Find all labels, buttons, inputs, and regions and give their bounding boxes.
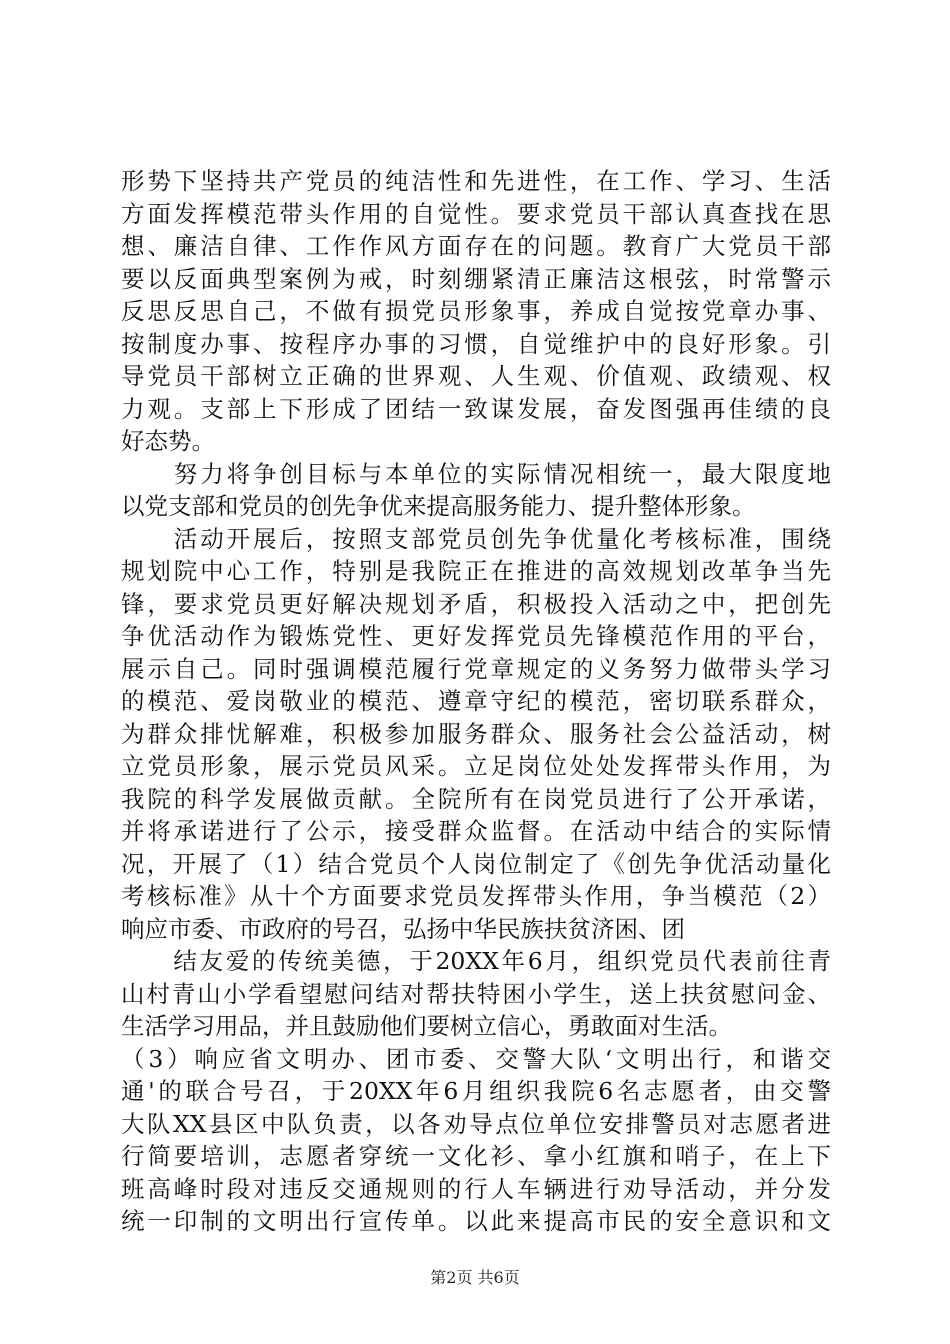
text-line: 通'的联合号召，于20XX年6月组织我院6名志愿者，由交警: [121, 1077, 831, 1105]
text-line: 响应市委、市政府的号召，弘扬中华民族扶贫济困、团: [121, 914, 685, 943]
text-line: 结友爱的传统美德，于20XX年6月，组织党员代表前往青: [121, 947, 831, 975]
text-line: 班高峰时段对违反交通规则的行人车辆进行劝导活动，并分发: [121, 1174, 831, 1203]
text-line: 方面发挥模范带头作用的自觉性。要求党员干部认真查找在思: [121, 199, 831, 228]
text-line: 要以反面典型案例为戒，时刻绷紧清正廉洁这根弦，时常警示: [121, 264, 831, 293]
text-line: 锋，要求党员更好解决规划矛盾，积极投入活动之中，把创先: [121, 589, 831, 618]
text-line: 形势下坚持共产党员的纯洁性和先进性，在工作、学习、生活: [121, 167, 831, 195]
text-line: 争优活动作为锻炼党性、更好发挥党员先锋模范作用的平台，: [121, 622, 831, 650]
text-line: 好态势。: [121, 427, 215, 455]
text-line: 努力将争创目标与本单位的实际情况相统一，最大限度地: [121, 459, 831, 488]
text-line: （3）响应省文明办、团市委、交警大队‘文明出行，和谐交: [121, 1044, 831, 1073]
text-line: 考核标准》从十个方面要求党员发挥带头作用，争当模范（2）: [121, 882, 831, 910]
text-line: 导党员干部树立正确的世界观、人生观、价值观、政绩观、权: [121, 362, 831, 390]
text-line: 规划院中心工作，特别是我院正在推进的高效规划改革争当先: [121, 557, 831, 585]
text-line: 统一印制的文明出行宣传单。以此来提高市民的安全意识和文: [121, 1207, 831, 1235]
text-line: 的模范、爱岗敬业的模范、遵章守纪的模范，密切联系群众，: [121, 687, 831, 715]
text-line: 以党支部和党员的创先争优来提高服务能力、提升整体形象。: [121, 492, 756, 520]
text-line: 展示自己。同时强调模范履行党章规定的义务努力做带头学习: [121, 654, 831, 683]
text-line: 我院的科学发展做贡献。全院所有在岗党员进行了公开承诺，: [121, 784, 831, 813]
text-line: 山村青山小学看望慰问结对帮扶特困小学生，送上扶贫慰问金、: [121, 979, 831, 1008]
text-line: 况，开展了（1）结合党员个人岗位制定了《创先争优活动量化: [121, 849, 831, 878]
text-line: 并将承诺进行了公示，接受群众监督。在活动中结合的实际情: [121, 817, 831, 845]
text-line: 按制度办事、按程序办事的习惯，自觉维护中的良好形象。引: [121, 329, 831, 358]
text-line: 活动开展后，按照支部党员创先争优量化考核标准，围绕: [121, 524, 831, 553]
text-line: 反思反思自己，不做有损党员形象事，养成自觉按党章办事、: [121, 297, 831, 325]
text-line: 行简要培训，志愿者穿统一文化衫、拿小红旗和哨子，在上下: [121, 1142, 831, 1170]
text-line: 想、廉洁自律、工作作风方面存在的问题。教育广大党员干部: [121, 232, 831, 260]
text-line: 立党员形象，展示党员风采。立足岗位处处发挥带头作用，为: [121, 752, 831, 780]
text-line: 为群众排忧解难，积极参加服务群众、服务社会公益活动，树: [121, 719, 831, 748]
text-line: 力观。支部上下形成了团结一致谋发展，奋发图强再佳绩的良: [121, 394, 831, 423]
text-line: 生活学习用品，并且鼓励他们要树立信心，勇敢面对生活。: [121, 1012, 732, 1040]
document-body: [121, 165, 831, 1238]
page-footer: 第2页 共6页: [430, 1268, 520, 1287]
text-line: 大队XX县区中队负责，以各劝导点位单位安排警员对志愿者进: [121, 1109, 831, 1138]
